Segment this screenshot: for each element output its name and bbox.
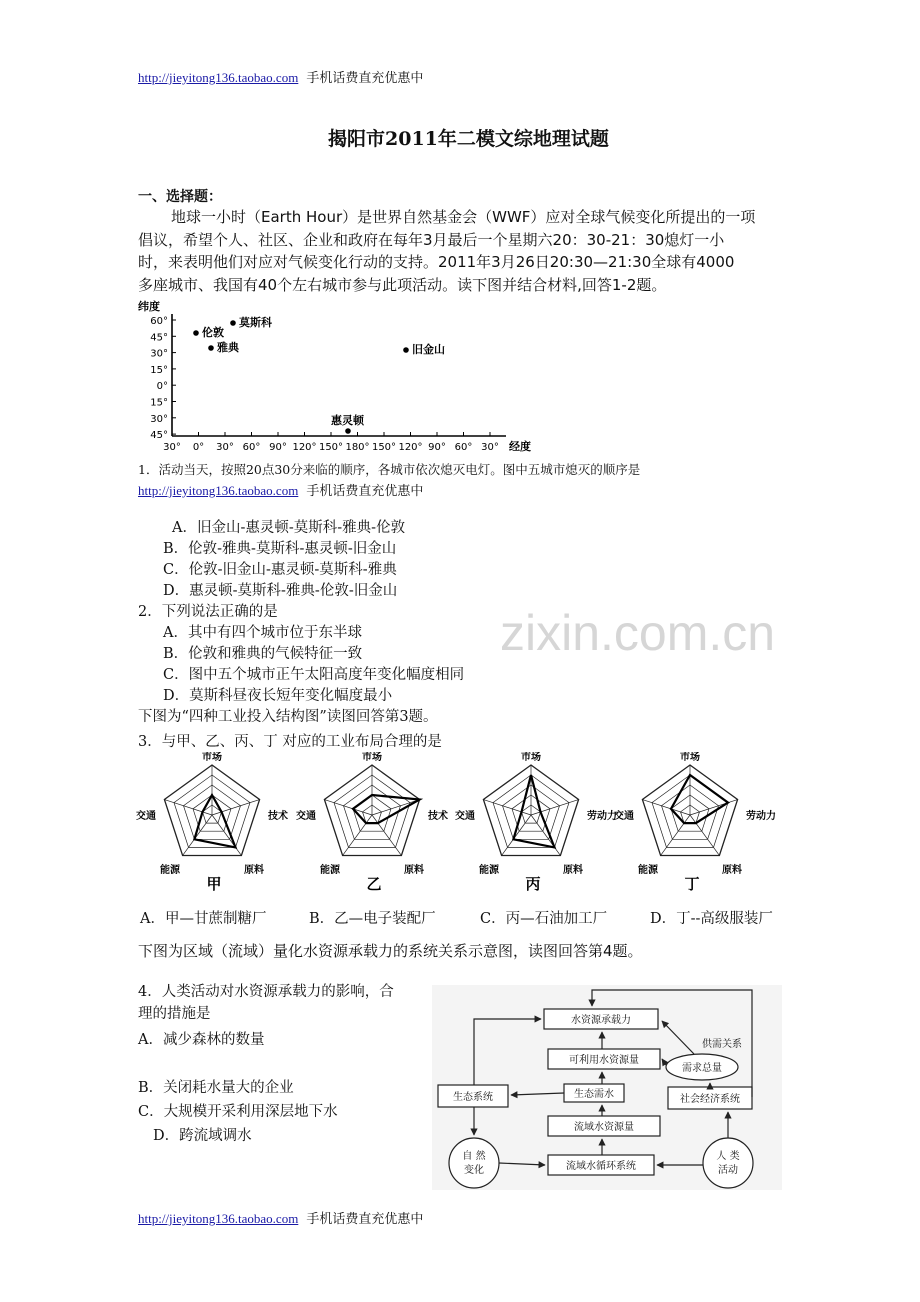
q2-option-c: C．图中五个城市正午太阳高度年变化幅度相同 (163, 667, 465, 683)
map-xtick: 150° (371, 442, 397, 453)
map-xtick: 90° (269, 442, 287, 453)
radar-axis-label: 能源 (638, 865, 658, 876)
city-label-athens: 雅典 (217, 341, 239, 354)
q1-option-a: A．旧金山-惠灵顿-莫斯科-雅典-伦敦 (172, 520, 406, 536)
radar-values (353, 795, 420, 823)
circle-nature (449, 1138, 499, 1188)
radar-axis-label: 劳动力 (587, 811, 617, 822)
radar-axis-label: 交通 (136, 811, 156, 822)
label-nature-1: 自 然 (462, 1151, 486, 1162)
q2-option-b: B．伦敦和雅典的气候特征一致 (163, 646, 363, 662)
intro-line-4: 多座城市、我国有40个左右城市参与此项活动。读下图并结合材料,回答1-2题。 (138, 276, 667, 294)
city-dot-moscow (230, 320, 236, 326)
radar-axis-label: 交通 (296, 811, 316, 822)
footer-link[interactable]: http://jieyitong136.taobao.com (138, 1211, 299, 1226)
radar-axis-label: 能源 (320, 865, 340, 876)
radar-axis-label: 技术 (268, 811, 288, 822)
label-eco-system: 生态系统 (453, 1092, 493, 1103)
header-note: 手机话费直充优惠中 (306, 71, 424, 86)
radar-axis-label: 原料 (404, 865, 424, 876)
city-dot-london (193, 330, 199, 336)
map-xtick: 60° (454, 442, 473, 453)
inline-ad-note: 手机话费直充优惠中 (306, 484, 424, 499)
q4-stem-line-2: 理的措施是 (138, 1006, 211, 1022)
radar-axis-label: 交通 (614, 811, 634, 822)
radar-axis-label: 技术 (428, 811, 448, 822)
industry-radar-charts (130, 752, 790, 902)
radar-chart-1 (296, 752, 448, 893)
label-nature-2: 变化 (464, 1165, 484, 1176)
q3-option-b: B．乙—电子装配厂 (309, 911, 436, 927)
radar-chart-name: 甲 (206, 875, 222, 893)
q4-option-c: C．大规模开采利用深层地下水 (138, 1104, 338, 1120)
label-demand: 需求总量 (682, 1063, 722, 1074)
map-ytick: 0° (156, 381, 168, 393)
radar-chart-name: 乙 (366, 875, 382, 893)
radar-axis-label: 市场 (362, 752, 382, 763)
city-dot-athens (208, 345, 214, 351)
section-heading: 一、选择题： (138, 189, 222, 205)
radar-chart-name: 丁 (684, 875, 700, 893)
radar-axis-label: 市场 (202, 752, 222, 763)
radar-axis-label: 能源 (160, 865, 180, 876)
footer-note: 手机话费直充优惠中 (306, 1212, 424, 1227)
q3-stem: 3．与甲、乙、丙、丁 对应的工业布局合理的是 (138, 734, 442, 750)
circle-human (703, 1138, 753, 1188)
radar-axis-label: 原料 (563, 865, 583, 876)
map-ytick: 15° (150, 397, 168, 409)
map-xlabel: 经度 (509, 440, 531, 453)
map-ylabel: 纬度 (138, 300, 160, 313)
map-ytick: 15° (150, 364, 168, 376)
q3-option-d: D．丁--高级服装厂 (650, 911, 773, 927)
map-xtick: 120° (292, 442, 317, 453)
radar-axis-label: 能源 (479, 865, 499, 876)
city-map-figure (138, 298, 548, 456)
label-human-2: 活动 (718, 1165, 738, 1176)
watermark: zixin.com.cn (500, 605, 776, 661)
radar-chart-0 (136, 752, 288, 893)
map-xticks (163, 432, 499, 453)
city-label-london: 伦敦 (202, 326, 224, 339)
radar-axis-label: 原料 (244, 865, 264, 876)
q3-option-a: A．甲—甘蔗制糖厂 (140, 911, 267, 927)
map-xtick: 120° (398, 442, 423, 453)
map-xtick: 0° (192, 442, 205, 453)
q1-stem: 1．活动当天，按照20点30分来临的顺序，各城市依次熄灭电灯。图中五城市熄灭的顺序是 (138, 462, 641, 477)
map-xtick: 30° (216, 442, 234, 453)
radar-axis-label: 交通 (455, 811, 475, 822)
intro-line-1: 地球一小时（Earth Hour）是世界自然基金会（WWF）应对全球气候变化所提出的一项 (171, 208, 756, 226)
q4-option-d: D．跨流域调水 (153, 1128, 252, 1144)
header (138, 67, 423, 86)
intro-line-2: 倡议，希望个人、社区、企业和政府在每年3月最后一个星期六20：30-21：30熄灯一小 (138, 231, 725, 249)
inline-ad-link[interactable]: http://jieyitong136.taobao.com (138, 483, 299, 498)
intro-line-3: 时，来表明他们对应对气候变化行动的支持。2011年3月26日20:30—21:30全球有4000 (138, 253, 735, 271)
map-xtick: 180° (345, 442, 370, 453)
radar-axis-label: 劳动力 (746, 811, 776, 822)
radar-axis-label: 市场 (521, 752, 541, 763)
q4-intro: 下图为区域（流域）量化水资源承载力的系统关系示意图，读图回答第4题。 (138, 942, 643, 960)
label-social-system: 社会经济系统 (680, 1094, 740, 1105)
q4-stem-line-1: 4．人类活动对水资源承载力的影响，合 (138, 984, 394, 1000)
q1-option-d: D．惠灵顿-莫斯科-雅典-伦敦-旧金山 (163, 583, 398, 599)
map-xtick: 60° (242, 442, 261, 453)
label-human-1: 人 类 (716, 1151, 740, 1162)
radar-chart-name: 丙 (525, 875, 541, 893)
map-xtick: 30° (481, 442, 499, 453)
label-water-capacity: 水资源承载力 (571, 1015, 631, 1026)
city-dot-sanfrancisco (403, 347, 409, 353)
city-label-wellington: 惠灵顿 (331, 414, 364, 427)
radar-axis-label: 市场 (680, 752, 700, 763)
q4-option-b: B．关闭耗水量大的企业 (138, 1080, 294, 1096)
q4-option-a: A．减少森林的数量 (138, 1032, 265, 1048)
radar-chart-3 (614, 752, 776, 893)
page-title: 揭阳市2011年二模文综地理试题 (328, 128, 609, 150)
q3-intro: 下图为“四种工业投入结构图”读图回答第3题。 (138, 709, 438, 725)
map-ytick: 45° (150, 332, 168, 344)
q3-option-c: C．丙—石油加工厂 (480, 911, 608, 927)
map-xtick: 90° (428, 442, 446, 453)
map-ytick: 60° (150, 316, 168, 327)
inline-ad (138, 480, 423, 499)
label-cycle: 流域水循环系统 (566, 1161, 636, 1172)
label-usable-water: 可利用水资源量 (569, 1055, 639, 1066)
q1-option-b: B．伦敦-雅典-莫斯科-惠灵顿-旧金山 (163, 541, 397, 557)
q1-option-c: C．伦敦-旧金山-惠灵顿-莫斯科-雅典 (163, 562, 397, 578)
label-basin-water: 流域水资源量 (574, 1122, 634, 1133)
q2-stem: 2．下列说法正确的是 (138, 604, 278, 620)
map-xtick: 150° (318, 442, 344, 453)
label-eco-water: 生态需水 (574, 1089, 614, 1100)
map-xtick: 30° (163, 442, 181, 453)
q2-option-d: D．莫斯科昼夜长短年变化幅度最小 (163, 688, 393, 704)
radar-axis-label: 原料 (722, 865, 742, 876)
q2-option-a: A．其中有四个城市位于东半球 (163, 625, 362, 641)
footer (138, 1208, 423, 1227)
water-capacity-diagram (432, 985, 782, 1190)
city-label-sanfrancisco: 旧金山 (412, 343, 445, 356)
map-ytick: 45° (150, 430, 168, 442)
city-dot-wellington (345, 428, 351, 434)
label-supply: 供需关系 (702, 1039, 742, 1050)
map-ytick: 30° (150, 348, 168, 360)
header-link[interactable]: http://jieyitong136.taobao.com (138, 70, 299, 85)
city-label-moscow: 莫斯科 (239, 316, 272, 329)
radar-chart-2 (455, 752, 617, 893)
map-ytick: 30° (150, 413, 168, 425)
